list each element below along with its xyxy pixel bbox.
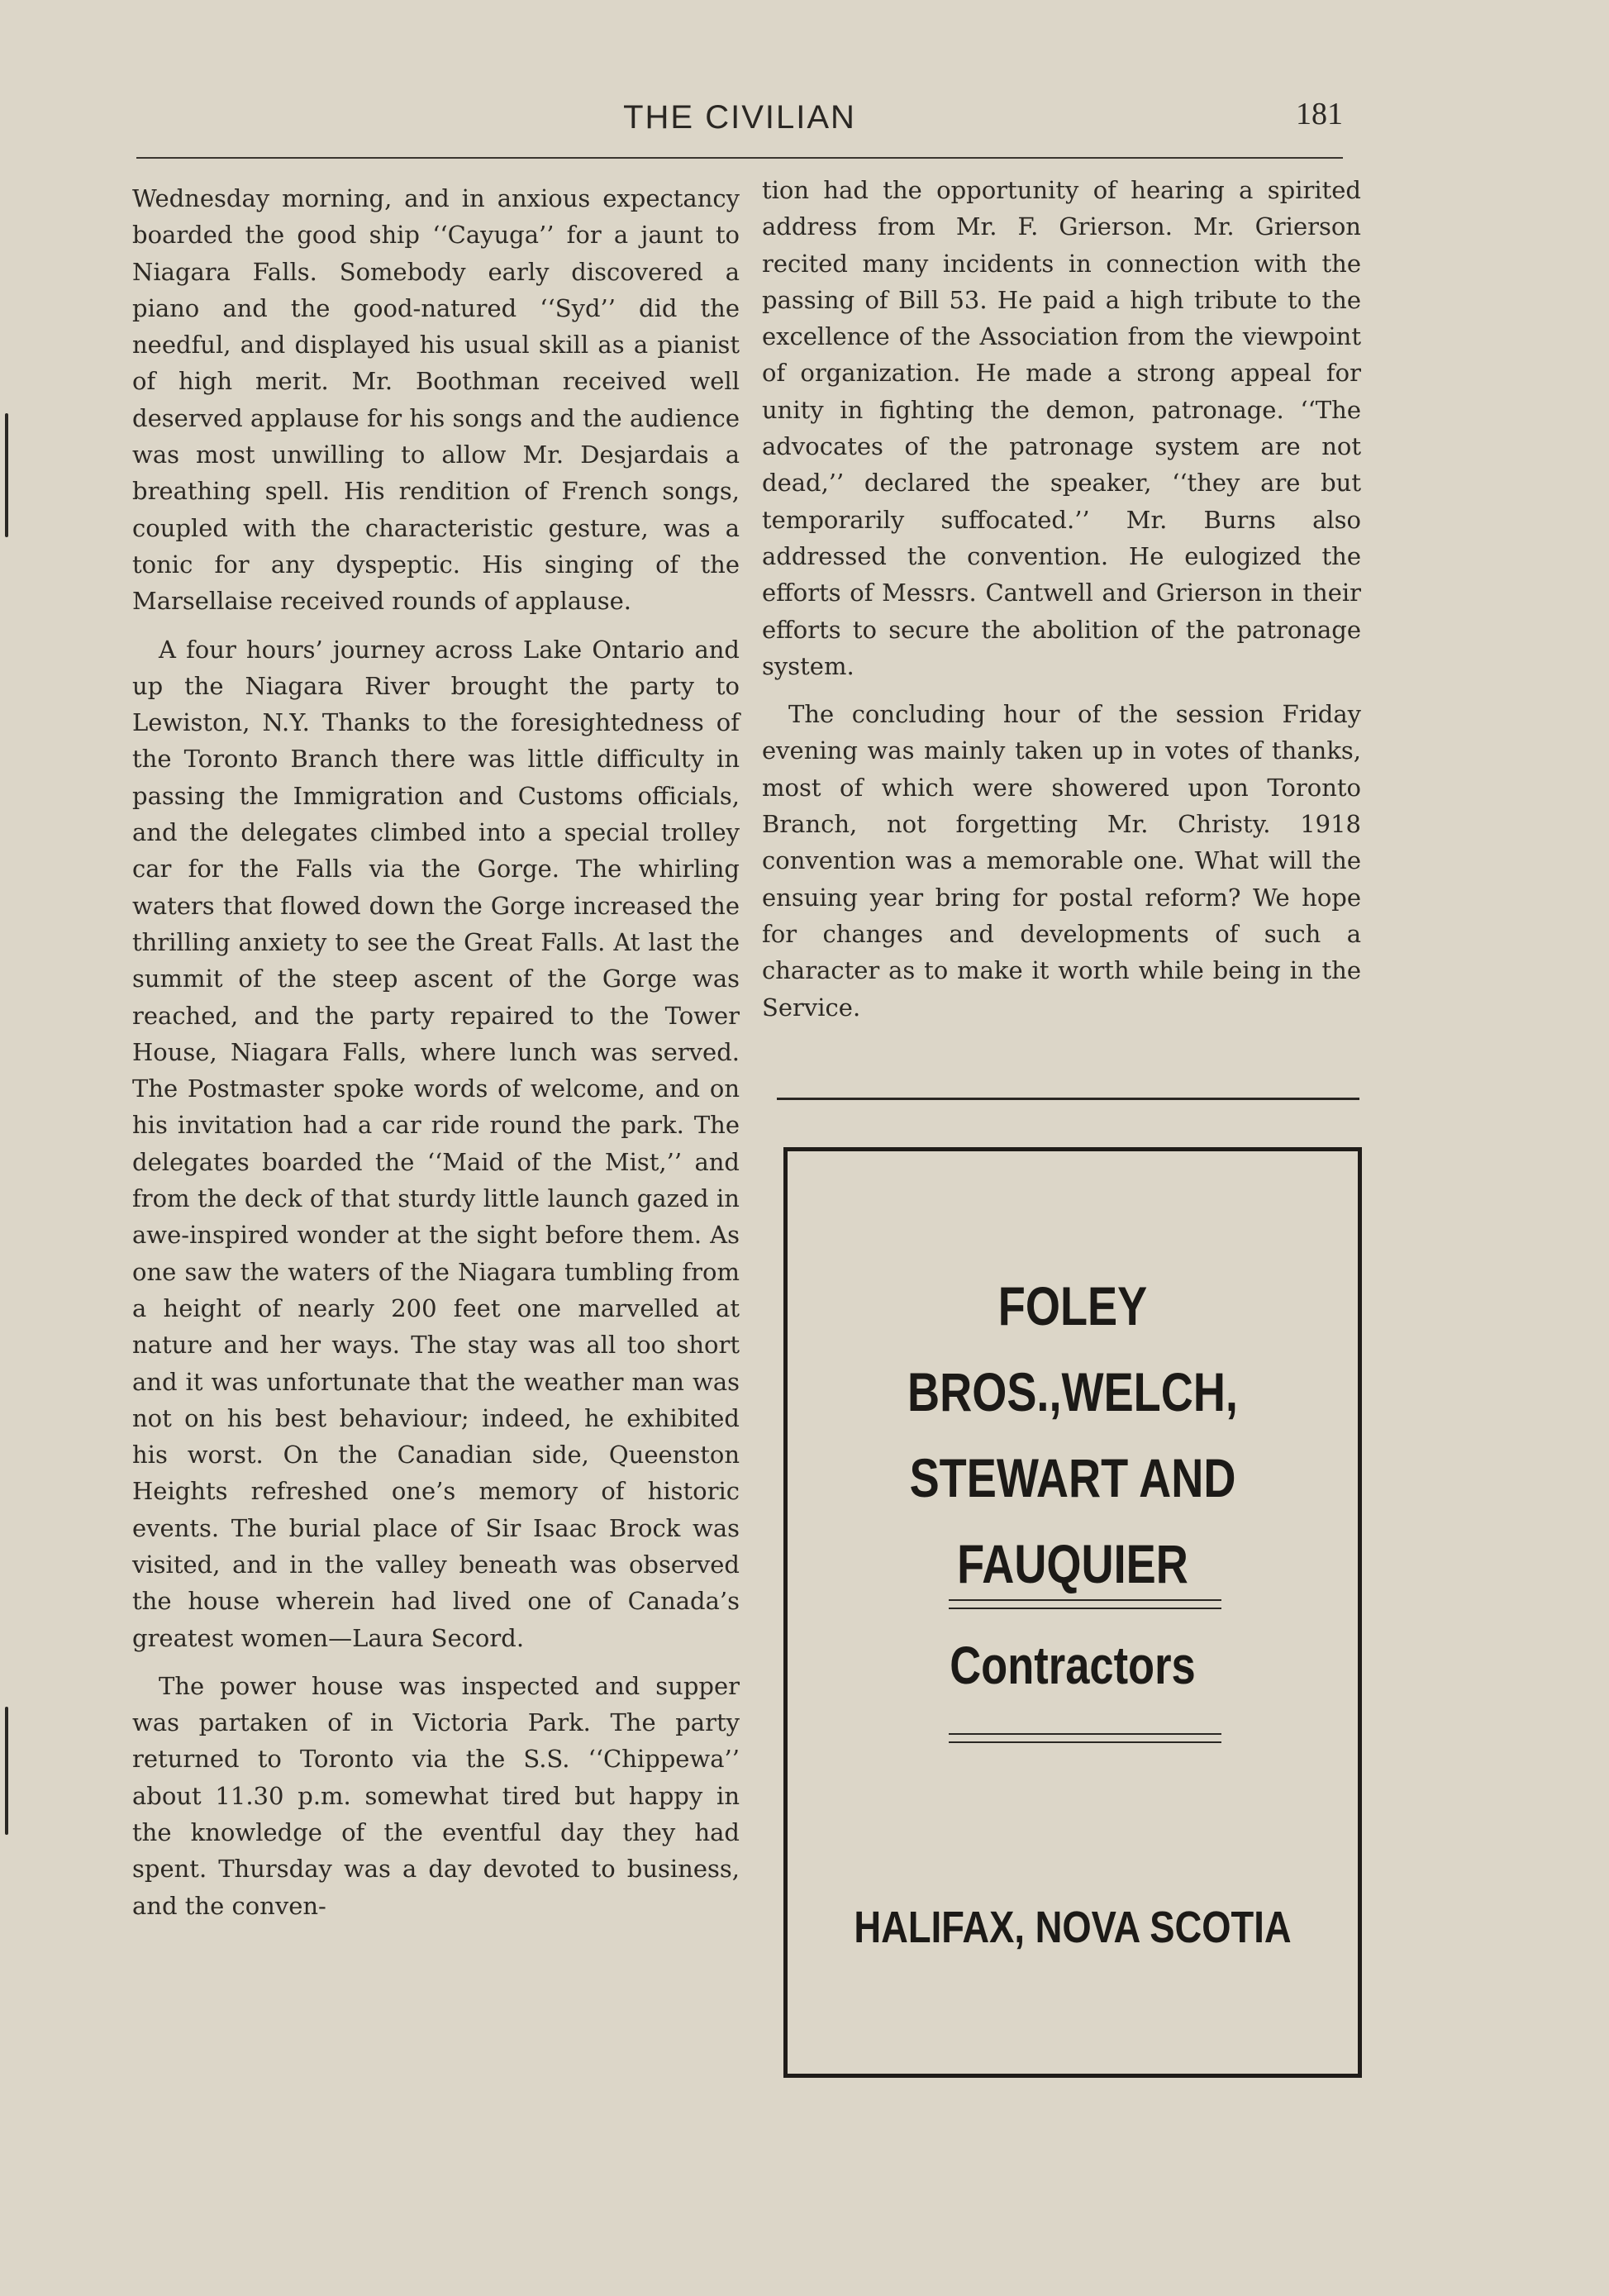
publication-title: THE CIVILIAN <box>623 99 856 136</box>
advertiser-trade: Contractors <box>950 1636 1196 1695</box>
right-column <box>762 172 1361 1037</box>
paragraph: The power house was inspected and supper was partaken of in Victoria Park. The party returned to Toronto via the S.S. ‘‘Chippewa’’ about 11.30 p.m. somewhat tired but happy in the knowledge of the eventful day they had spent. Thursday was a day devoted to business, and the conven- <box>132 1671 740 1920</box>
binding-mark <box>5 1707 8 1835</box>
paragraph: The concluding hour of the session Friday evening was mainly taken up in votes of thanks, most of which were showered upon Toronto Branch, not forgetting Mr. Christy. 1918 convention was a memorable one. What will the ensuing year bring for postal reform? We hope for changes and developments of such a character as to make it worth while being in the Service. <box>762 700 1361 1022</box>
page-header <box>136 93 1343 150</box>
advertiser-name <box>839 1263 1307 1607</box>
left-column <box>132 180 740 1936</box>
double-rule <box>949 1599 1221 1609</box>
advertiser-name-line: FOLEY BROS.,WELCH, <box>907 1275 1238 1422</box>
binding-mark <box>5 413 8 537</box>
page-number: 181 <box>1296 97 1343 131</box>
header-rule <box>136 157 1343 159</box>
paragraph: A four hours’ journey across Lake Ontario and up the Niagara River brought the party to Lewiston, N.Y. Thanks to the foresightedness of the Toronto Branch there was little difficulty in passing the Immigration and Customs officials, and the delegates climbed into a special trolley car for the Falls via the Gorge. The whirling waters that flowed down the Gorge increased the thrilling anxiety to see the Great Falls. At last the summit of the steep ascent of the Gorge was reached, and the party repaired to the Tower House, Niagara Falls, where lunch was served. The Postmaster spoke words of welcome, and on his invitation had a car ride round the park. The delegates boarded the ‘‘Maid of the Mist,’’ and from the deck of that sturdy little launch gazed in awe-inspired wonder at the sight before them. As one saw the waters of the Niagara tumbling from a height of nearly 200 feet one marvelled at nature and her ways. The stay was all too short and it was unfortunate that the weather man was not on his best behaviour; indeed, he exhibited his worst. On the Canadian side, Queenston Heights refreshed one’s memory of historic events. The burial place of Sir Isaac Brock was visited, and in the valley beneath was observed the house wherein had lived one of Canada’s greatest women—Laura Secord. <box>132 635 740 1652</box>
advertiser-name-line: STEWART AND <box>909 1447 1236 1508</box>
paragraph: Wednesday morning, and in anxious expectancy boarded the good ship ‘‘Cayuga’’ for a jaunt to Niagara Falls. Somebody early discovered a piano and the good-natured ‘‘Syd’’ did the needful, and displayed his usual skill as a pianist of high merit. Mr. Boothman received well deserved applause for his songs and the audience was most unwilling to allow Mr. Desjardais a breathing spell. His rendition of French songs, coupled with the characteristic gesture, was a tonic for any dyspeptic. His singing of the Marsellaise received rounds of applause. <box>132 184 740 616</box>
advertisement-box <box>783 1147 1362 2078</box>
paragraph: tion had the opportunity of hearing a spirited address from Mr. F. Grierson. Mr. Grierson recited many incidents in connection with the passing of Bill 53. He paid a high tribute to the excellence of the Association from the viewpoint of organization. He made a strong appeal for unity in fighting the demon, patronage. ‘‘The advocates of the patronage system are not dead,’’ declared the speaker, ‘‘they are but temporarily suffocated.’’ Mr. Burns also addressed the convention. He eulogized the efforts of Messrs. Cantwell and Grierson in their efforts to secure the abolition of the patronage system. <box>762 176 1361 680</box>
advertisement-rule <box>777 1098 1359 1100</box>
advertiser-location: HALIFAX, NOVA SCOTIA <box>854 1903 1292 1952</box>
advertiser-name-line: FAUQUIER <box>957 1533 1188 1594</box>
double-rule <box>949 1733 1221 1743</box>
